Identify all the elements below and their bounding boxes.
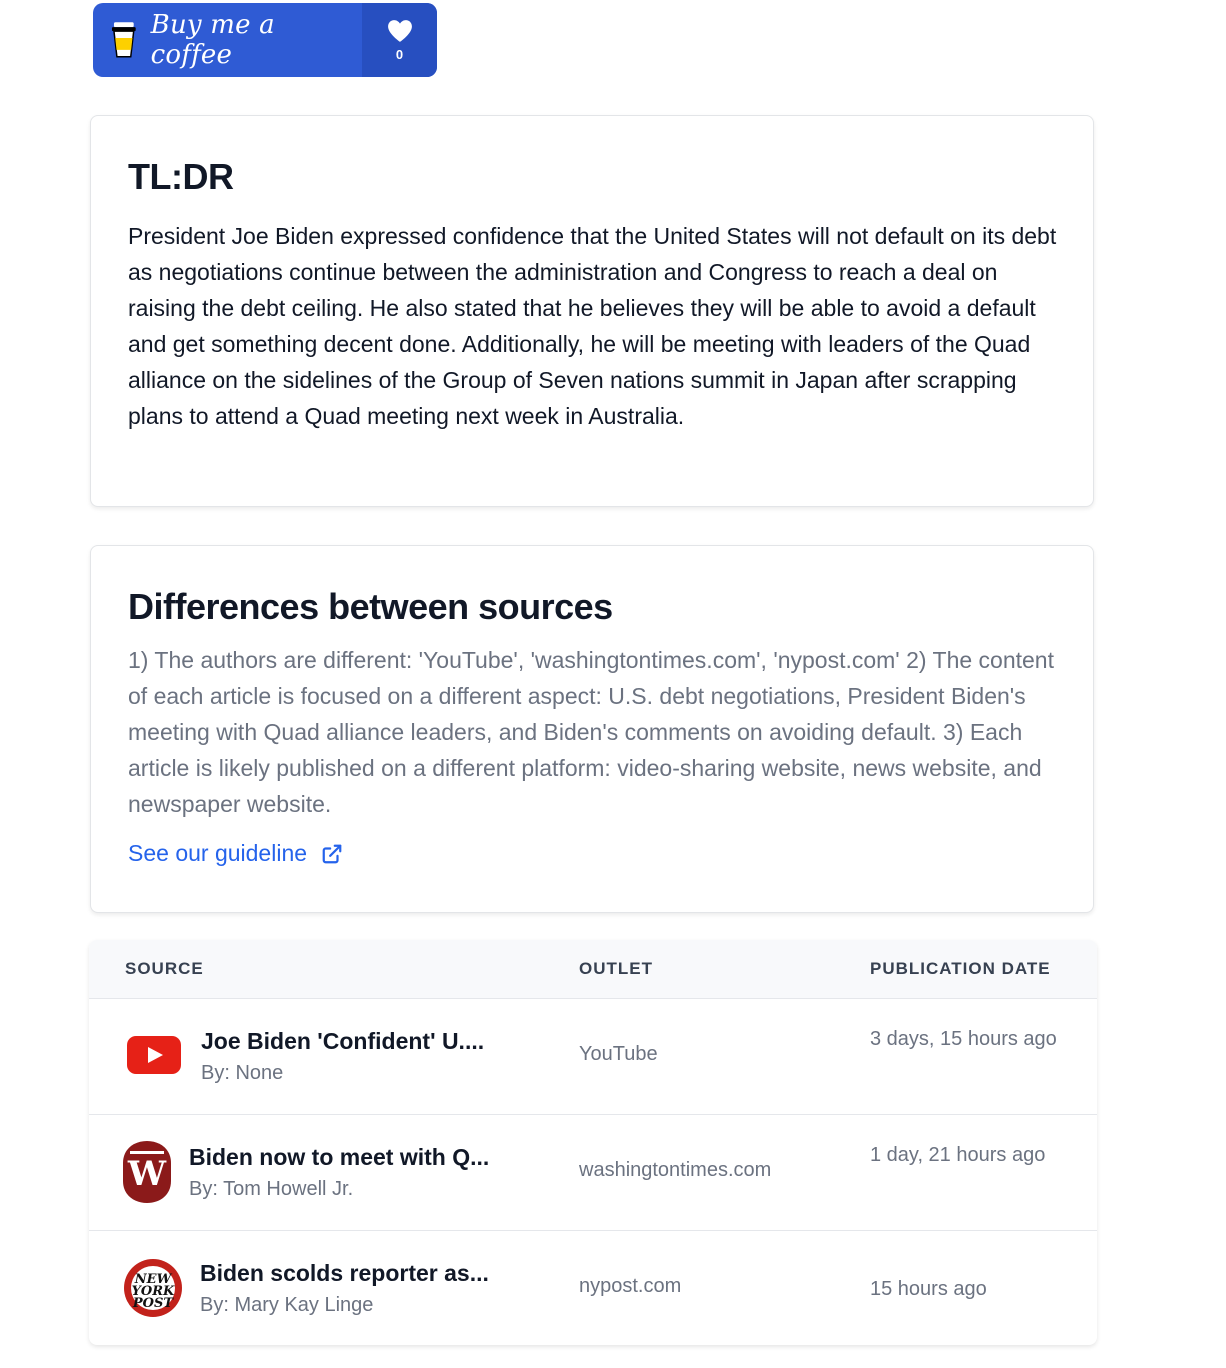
buy-me-a-coffee-main[interactable] — [93, 3, 362, 77]
external-link-icon — [321, 843, 343, 865]
table-row[interactable] — [89, 1230, 1097, 1345]
buy-me-a-coffee-label: Buy me a coffee — [150, 10, 275, 70]
column-header-source: SOURCE — [125, 959, 204, 978]
source-title[interactable]: Joe Biden 'Confident' U.... — [201, 1028, 485, 1054]
guideline-link-label[interactable]: See our guideline — [128, 840, 308, 866]
outlet-name: washingtontimes.com — [579, 1159, 772, 1181]
differences-card — [90, 545, 1094, 913]
tldr-text: President Joe Biden expressed confidence that the United States will not default on its debt as negotiations continue between the administration and Congress to reach a deal on raising the debt ceiling. He also stated that he believes they will be able to avoid a default and get something decent done. Additionally, he will be meeting with leaders of the Quad alliance on the sidelines of the Group of Seven nations summit in Japan after scrapping plans to attend a Quad meeting next week in Australia. — [128, 223, 1057, 429]
publication-date: 15 hours ago — [870, 1278, 987, 1300]
youtube-logo — [127, 1036, 181, 1074]
tldr-card — [90, 115, 1094, 507]
table-row[interactable] — [89, 998, 1097, 1114]
outlet-name: nypost.com — [579, 1275, 682, 1297]
publication-date: 1 day, 21 hours ago — [870, 1144, 1046, 1166]
differences-text: 1) The authors are different: 'YouTube', 'washingtontimes.com', 'nypost.com' 2) The content of each article is focused on a different aspect: U.S. debt negotiations, President Biden's meeting with Quad alliance leaders, and Biden's comments on avoiding default. 3) Each article is likely published on a different platform: video-sharing website, news website, and newspaper website. — [128, 647, 1054, 817]
column-header-publication-date: PUBLICATION DATE — [870, 959, 1051, 978]
washington-times-logo — [123, 1141, 171, 1203]
source-author: By: Tom Howell Jr. — [189, 1178, 354, 1200]
sources-table — [89, 940, 1097, 1345]
svg-text:POST: POST — [132, 1296, 174, 1311]
outlet-name: YouTube — [579, 1043, 658, 1065]
svg-text:W: W — [127, 1154, 167, 1194]
source-author: By: None — [201, 1062, 284, 1084]
ny-post-logo — [124, 1259, 182, 1317]
coffee-count: 0 — [395, 46, 404, 62]
source-title[interactable]: Biden now to meet with Q... — [189, 1144, 490, 1170]
table-row[interactable] — [89, 1114, 1097, 1230]
publication-date: 3 days, 15 hours ago — [870, 1028, 1057, 1050]
column-header-outlet: OUTLET — [579, 959, 653, 978]
svg-text:NEW: NEW — [134, 1272, 172, 1287]
tldr-title: TL:DR — [128, 156, 234, 197]
svg-text:YORK: YORK — [131, 1284, 175, 1299]
coffee-count-panel[interactable] — [362, 3, 437, 77]
heart-icon — [387, 19, 413, 43]
coffee-cup-icon — [111, 21, 137, 59]
buy-me-a-coffee-button[interactable] — [93, 3, 437, 77]
source-author: By: Mary Kay Linge — [200, 1294, 374, 1316]
guideline-link[interactable] — [128, 840, 1057, 867]
source-title[interactable]: Biden scolds reporter as... — [200, 1260, 489, 1286]
differences-title: Differences between sources — [128, 586, 613, 627]
table-header — [89, 940, 1097, 998]
